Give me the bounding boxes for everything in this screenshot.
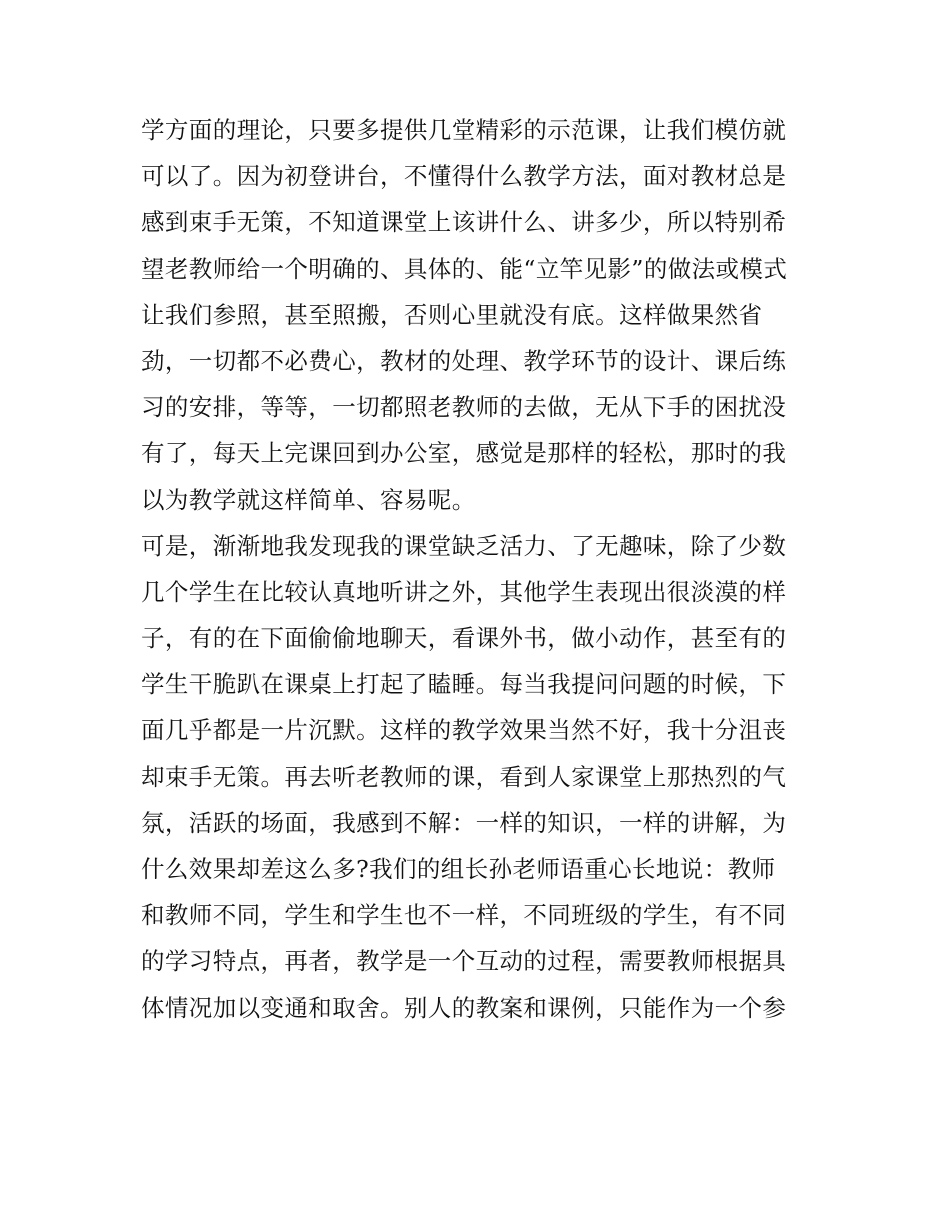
text-line: 让我们参照，甚至照搬，否则心里就没有底。这样做果然省 bbox=[141, 300, 763, 329]
text-line: 望老教师给一个明确的、具体的、能“立竿见影”的做法或模式 bbox=[141, 254, 788, 283]
text-line: 可以了。因为初登讲台，不懂得什么教学方法，面对教材总是 bbox=[141, 162, 787, 191]
text-line: 和教师不同，学生和学生也不一样，不同班级的学生，有不同 bbox=[141, 901, 787, 930]
text-line: 习的安排，等等，一切都照老教师的去做，无从下手的困扰没 bbox=[141, 393, 787, 422]
text-line: 学方面的理论，只要多提供几堂精彩的示范课，让我们模仿就 bbox=[141, 116, 787, 144]
text-line: 却束手无策。再去听老教师的课，看到人家课堂上那热烈的气 bbox=[141, 762, 787, 791]
text-line: 面几乎都是一片沉默。这样的教学效果当然不好，我十分沮丧 bbox=[141, 716, 787, 745]
text-line: 氛，活跃的场面，我感到不解：一样的知识，一样的讲解，为 bbox=[141, 808, 787, 837]
text-line: 以为教学就这样简单、容易呢。 bbox=[141, 485, 476, 514]
text-line: 的学习特点，再者，教学是一个互动的过程，需要教师根据具 bbox=[141, 947, 787, 976]
text-line: 什么效果却差这么多?我们的组长孙老师语重心长地说：教师 bbox=[141, 855, 776, 883]
text-line: 可是，渐渐地我发现我的课堂缺乏活力、了无趣味，除了少数 bbox=[141, 531, 787, 560]
text-line: 感到束手无策，不知道课堂上该讲什么、讲多少，所以特别希 bbox=[141, 208, 787, 237]
text-line: 体情况加以变通和取舍。别人的教案和课例，只能作为一个参 bbox=[141, 993, 787, 1022]
text-line: 学生干脆趴在课桌上打起了瞌睡。每当我提问问题的时候，下 bbox=[141, 670, 787, 699]
body-text bbox=[141, 107, 821, 1031]
text-line: 劲，一切都不必费心，教材的处理、教学环节的设计、课后练 bbox=[141, 346, 787, 375]
text-line: 有了，每天上完课回到办公室，感觉是那样的轻松，那时的我 bbox=[141, 439, 787, 468]
text-line: 子，有的在下面偷偷地聊天，看课外书，做小动作，甚至有的 bbox=[141, 624, 787, 653]
text-line: 几个学生在比较认真地听讲之外，其他学生表现出很淡漠的样 bbox=[141, 577, 787, 606]
